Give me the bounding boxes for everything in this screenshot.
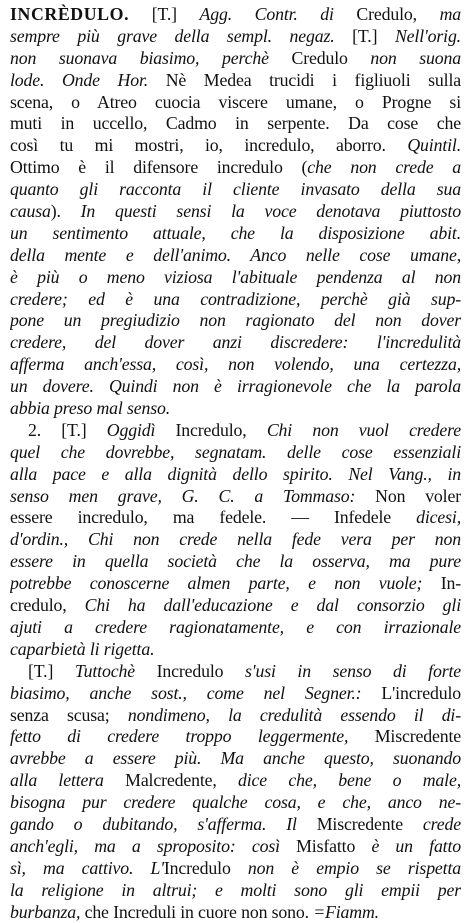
italic-text: è un fatto	[371, 835, 461, 856]
text-line	[10, 683, 461, 705]
text-line	[10, 113, 461, 135]
italic-text: essere in quella società che la osserva, ma pure	[10, 551, 461, 572]
italic-text: non è empio se rispetta	[247, 857, 461, 878]
roman-text: In-	[440, 573, 461, 594]
text-line	[10, 792, 461, 814]
italic-text: Tuttochè	[74, 660, 157, 681]
italic-text: abbia preso mal senso.	[10, 398, 171, 419]
roman-text: [T.]	[129, 4, 200, 24]
italic-text: Nell'orig.	[394, 25, 461, 46]
text-line	[10, 267, 461, 289]
text-line	[10, 464, 461, 486]
roman-text: così tu mi mostri, io, incredulo, aborro.	[10, 135, 408, 156]
italic-text: causa	[10, 201, 51, 222]
italic-text: ajuti a credere ragionatamente, e con irrazionale	[10, 616, 461, 637]
italic-text: fetto di credere troppo leggermente,	[10, 726, 375, 747]
text-line	[10, 201, 461, 223]
italic-text: Agg. Contr. di	[199, 4, 357, 24]
roman-text: Incredulo,	[175, 419, 267, 440]
italic-text: caparbietà li rigetta.	[10, 638, 155, 659]
italic-text: gando o dubitando, s'afferma. Il	[10, 813, 317, 834]
text-line	[10, 310, 461, 332]
italic-text: della mente e dell'animo. Anco nelle cose umane,	[10, 244, 461, 265]
italic-text: dicesi,	[416, 507, 461, 528]
text-line	[10, 529, 461, 551]
text-line	[10, 617, 461, 639]
roman-text: Non voler	[375, 485, 461, 506]
text-line	[10, 486, 461, 508]
roman-text: L'incredulo	[381, 682, 461, 703]
text-line	[10, 223, 461, 245]
text-line	[10, 595, 461, 617]
text-line	[10, 507, 461, 529]
roman-text: Incredulo	[163, 857, 248, 878]
italic-text: crede	[422, 813, 461, 834]
italic-text: anch'egli, ma a sproposito: così	[10, 835, 297, 856]
text-line	[10, 551, 461, 573]
text-line	[10, 726, 461, 748]
text-line	[10, 748, 461, 770]
italic-text: In questi sensi la voce denotava piuttosto	[80, 201, 461, 222]
text-line	[10, 442, 461, 464]
text-line	[10, 332, 461, 354]
italic-text: burbanza,	[10, 901, 85, 922]
text-line	[10, 4, 461, 26]
roman-text: essere incredulo, ma fedele. — Infedele	[10, 507, 417, 528]
text-line	[10, 48, 461, 70]
text-line	[10, 245, 461, 267]
roman-text: [T.]	[334, 25, 395, 46]
italic-text: d'ordin., Chi non crede nella fede vera per non	[10, 529, 461, 550]
italic-text: =Fiamm.	[313, 901, 379, 922]
italic-text: credere; ed è una contradizione, perchè già sup-	[10, 288, 461, 309]
italic-text: è più o meno viziosa l'abituale pendenza al non	[10, 266, 461, 287]
roman-text: ,	[412, 4, 440, 24]
text-line	[10, 420, 461, 442]
italic-text: sì, ma cattivo. L'	[10, 857, 164, 878]
italic-text: Quintil.	[407, 135, 461, 156]
roman-text: che Increduli in cuore non sono.	[84, 901, 314, 922]
roman-text: muti in uccello, Cadmo in serpente. Da cose che	[10, 113, 461, 134]
italic-text: che non crede a	[307, 157, 461, 178]
text-line	[10, 902, 461, 923]
text-line	[10, 354, 461, 376]
italic-text: lode. Onde Hor.	[10, 69, 166, 90]
text-line	[10, 639, 461, 661]
italic-text: alla lettera	[10, 770, 126, 791]
roman-text: Misfatto	[296, 835, 372, 856]
italic-text: non suona	[370, 47, 461, 68]
roman-text: Credulo	[291, 47, 371, 68]
italic-text: quanto gli racconta il cliente invasato della sua	[10, 179, 461, 200]
roman-text: ).	[50, 201, 81, 222]
italic-text: un dovere. Quindi non è irragionevole che la parola	[10, 376, 461, 397]
italic-text: la religione in altrui; e molti sono gli empii per	[10, 879, 461, 900]
text-line	[10, 573, 461, 595]
text-line	[10, 70, 461, 92]
italic-text: credere, del dover anzi discredere: l'incredulità	[10, 332, 461, 353]
italic-text: potrebbe conoscerne almen parte, e non vuole;	[10, 573, 441, 594]
roman-text: senza scusa;	[10, 704, 128, 725]
italic-text: quel che dovrebbe, segnatam. delle cose essenziali	[10, 441, 461, 462]
italic-text: afferma anch'essa, così, non volendo, una certezza,	[10, 354, 461, 375]
italic-text: biasimo, anche sost., come nel Segner.:	[10, 682, 382, 703]
italic-text: s'usi in senso di forte	[245, 660, 461, 681]
italic-text: bisogna pur credere qualche cosa, e che, anco ne-	[10, 792, 461, 813]
italic-text: avrebbe a essere più. Ma anche questo, suonando	[10, 748, 461, 769]
italic-text: Oggidì	[106, 419, 176, 440]
text-line	[10, 398, 461, 420]
text-line	[10, 26, 461, 48]
headword: INCRÈDULO.	[10, 4, 130, 24]
roman-text: credulo,	[10, 595, 85, 616]
text-line	[10, 770, 461, 792]
text-line	[10, 814, 461, 836]
roman-text: 2. [T.]	[28, 419, 107, 440]
italic-text: Chi non vuol credere	[266, 419, 461, 440]
italic-text: ma	[439, 4, 461, 24]
italic-text: un sentimento attuale, che la disposizione abit.	[10, 222, 461, 243]
italic-text: Chi ha dall'educazione e dal consorzio gli	[84, 595, 461, 616]
text-line	[10, 376, 461, 398]
roman-text: Incredulo	[156, 660, 246, 681]
italic-text: nondimeno, la credulità essendo il di-	[127, 704, 461, 725]
text-line	[10, 858, 461, 880]
roman-text: Credulo	[356, 4, 413, 24]
italic-text: alla pace e alla dignità dello spirito. Nel Vang., in	[10, 463, 461, 484]
roman-text: Nè Medea trucidi i figliuoli sulla	[165, 69, 461, 90]
text-line	[10, 157, 461, 179]
text-line	[10, 836, 461, 858]
italic-text: senso men grave, G. C. a Tommaso:	[10, 485, 376, 506]
italic-text: sempre più grave della sempl. negaz.	[10, 25, 335, 46]
text-line	[10, 880, 461, 902]
italic-text: pone un pregiudizio non ragionato del non dover	[10, 310, 461, 331]
italic-text: dice che, bene o male,	[238, 770, 461, 791]
text-line	[10, 179, 461, 201]
roman-text: Ottimo è il difensore incredulo (	[10, 157, 308, 178]
text-line	[10, 92, 461, 114]
text-line	[10, 705, 461, 727]
roman-text: scena, o Atreo cuocia viscere umane, o Progne si	[10, 91, 461, 112]
roman-text: Miscredente	[374, 726, 461, 747]
text-line	[10, 661, 461, 683]
text-line	[10, 289, 461, 311]
roman-text: [T.]	[28, 660, 75, 681]
roman-text: Malcredente,	[125, 770, 239, 791]
italic-text: non suonava biasimo, perchè	[10, 47, 292, 68]
roman-text: Miscredente	[316, 813, 423, 834]
text-line	[10, 135, 461, 157]
dictionary-entry-incredulo	[10, 4, 461, 923]
